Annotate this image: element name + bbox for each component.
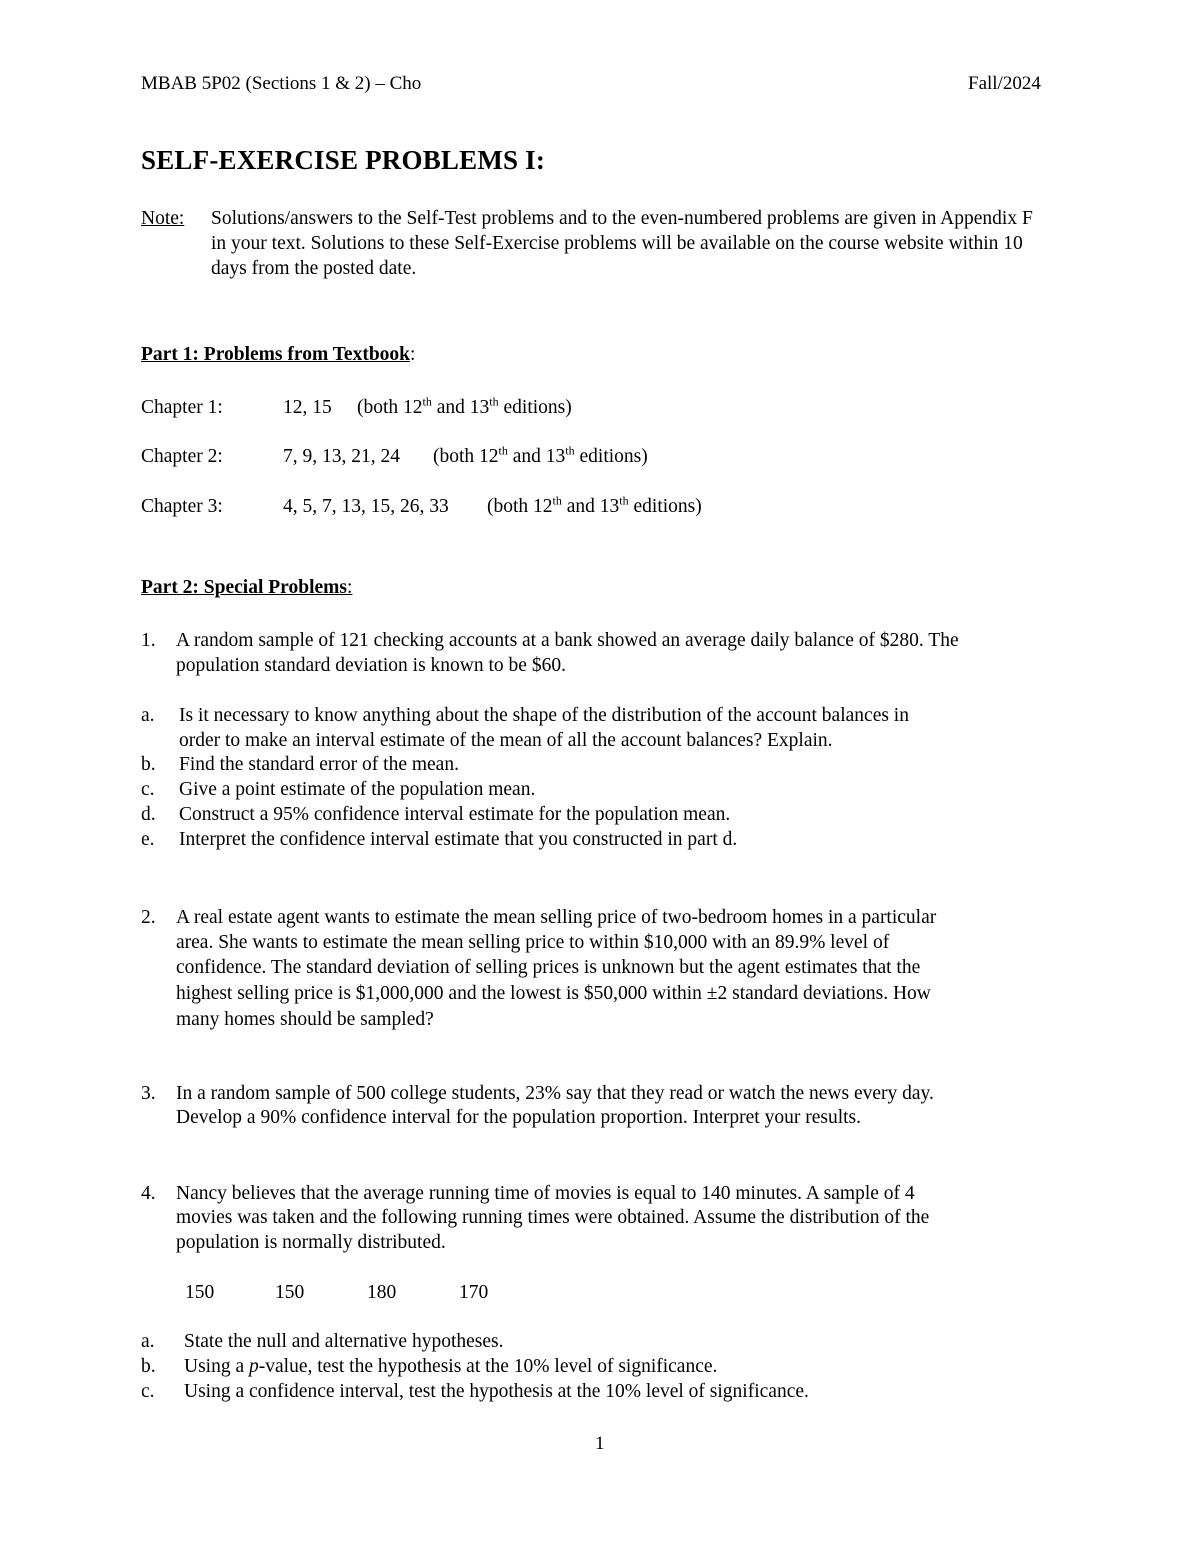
problem-line: population is normally distributed.: [176, 1232, 446, 1253]
editions-suffix: editions): [498, 397, 572, 418]
sub-label: c.: [141, 779, 155, 800]
chapter-editions: [433, 444, 648, 469]
sub-line: State the null and alternative hypotheses.: [184, 1331, 504, 1352]
problem-line: movies was taken and the following running times were obtained. Assume the distribution of the: [176, 1207, 930, 1228]
part1-heading-text: Part 1: Problems from Textbook: [141, 344, 411, 365]
chapter-label: Chapter 3:: [141, 496, 223, 517]
italic-p: p: [249, 1356, 259, 1377]
sub-label: c.: [141, 1381, 155, 1402]
editions-sup: th: [489, 394, 499, 409]
chapter-label: Chapter 2:: [141, 446, 223, 467]
problem-number: 2.: [141, 907, 156, 928]
problem-number: 1.: [141, 630, 156, 651]
chapter-problems: 12, 15: [283, 397, 332, 418]
sub-line: order to make an interval estimate of the mean of all the account balances? Explain.: [179, 730, 833, 751]
problem-line: highest selling price is $1,000,000 and the lowest is $50,000 within ±2 standard deviations. How: [176, 983, 931, 1004]
chapter-label: Chapter 1:: [141, 397, 223, 418]
data-value: 150: [275, 1282, 305, 1303]
part2-heading: [141, 575, 352, 600]
header-course: MBAB 5P02 (Sections 1 & 2) – Cho: [141, 73, 422, 94]
sub-line: Construct a 95% confidence interval estimate for the population mean.: [179, 804, 731, 825]
editions-sup: th: [552, 493, 562, 508]
sub-line: Using a confidence interval, test the hypothesis at the 10% level of significance.: [184, 1381, 809, 1402]
note-text: Solutions/answers to the Self-Test problems and to the even-numbered problems are given in Appendix F in your text. Solutions to these Self-Exercise problems will be available on the course website within 10 days from the posted date.: [211, 208, 1033, 279]
problem-line: confidence. The standard deviation of selling prices is unknown but the agent estimates that the: [176, 957, 921, 978]
data-value: 180: [367, 1282, 397, 1303]
editions-sup: th: [498, 443, 508, 458]
editions-mid: and 13: [507, 446, 566, 467]
editions-suffix: editions): [628, 496, 702, 517]
sub-line: Give a point estimate of the population mean.: [179, 779, 536, 800]
note-label: Note:: [141, 208, 185, 229]
editions-sup: th: [619, 493, 629, 508]
data-value: 150: [185, 1282, 215, 1303]
chapter-editions: [357, 395, 572, 420]
problem-line: In a random sample of 500 college students, 23% say that they read or watch the news every day.: [176, 1083, 934, 1104]
editions-mid: and 13: [561, 496, 620, 517]
problem-line: population standard deviation is known to be $60.: [176, 655, 566, 676]
data-value: 170: [459, 1282, 489, 1303]
editions-prefix: (both 12: [357, 397, 423, 418]
part1-heading-colon: :: [410, 344, 416, 365]
problem-number: 3.: [141, 1083, 156, 1104]
sub-text: Using a: [184, 1356, 249, 1377]
chapter-problems: 4, 5, 7, 13, 15, 26, 33: [283, 496, 449, 517]
sub-text: -value, test the hypothesis at the 10% level of significance.: [258, 1356, 718, 1377]
sub-label: e.: [141, 829, 155, 850]
page-title: SELF-EXERCISE PROBLEMS I:: [141, 145, 546, 175]
header-term: Fall/2024: [968, 73, 1041, 94]
part2-heading-colon: :: [346, 577, 353, 598]
sub-line: Interpret the confidence interval estimate that you constructed in part d.: [179, 829, 738, 850]
problem-line: Nancy believes that the average running time of movies is equal to 140 minutes. A sample of 4: [176, 1183, 915, 1204]
sub-label: d.: [141, 804, 156, 825]
part2-heading-text: Part 2: Special Problems: [141, 577, 347, 598]
problem-line: Develop a 90% confidence interval for the population proportion. Interpret your results.: [176, 1107, 861, 1128]
sub-label: b.: [141, 1356, 156, 1377]
editions-mid: and 13: [431, 397, 490, 418]
sub-line: Find the standard error of the mean.: [179, 754, 459, 775]
sub-line: Is it necessary to know anything about the shape of the distribution of the account balances in: [179, 705, 909, 726]
part1-heading: [141, 342, 415, 367]
editions-suffix: editions): [574, 446, 648, 467]
problem-line: A random sample of 121 checking accounts at a bank showed an average daily balance of $280. The: [176, 630, 959, 651]
sub-label: a.: [141, 705, 155, 726]
editions-sup: th: [422, 394, 432, 409]
editions-prefix: (both 12: [487, 496, 553, 517]
page-number: 1: [595, 1433, 605, 1454]
sub-line: [184, 1354, 717, 1379]
editions-sup: th: [565, 443, 575, 458]
sub-label: b.: [141, 754, 156, 775]
problem-number: 4.: [141, 1183, 156, 1204]
chapter-editions: [487, 494, 702, 519]
problem-line: A real estate agent wants to estimate the mean selling price of two-bedroom homes in a particular: [176, 907, 937, 928]
problem-line: many homes should be sampled?: [176, 1009, 434, 1030]
problem-line: area. She wants to estimate the mean selling price to within $10,000 with an 89.9% level of: [176, 932, 890, 953]
editions-prefix: (both 12: [433, 446, 499, 467]
sub-label: a.: [141, 1331, 155, 1352]
chapter-problems: 7, 9, 13, 21, 24: [283, 446, 400, 467]
